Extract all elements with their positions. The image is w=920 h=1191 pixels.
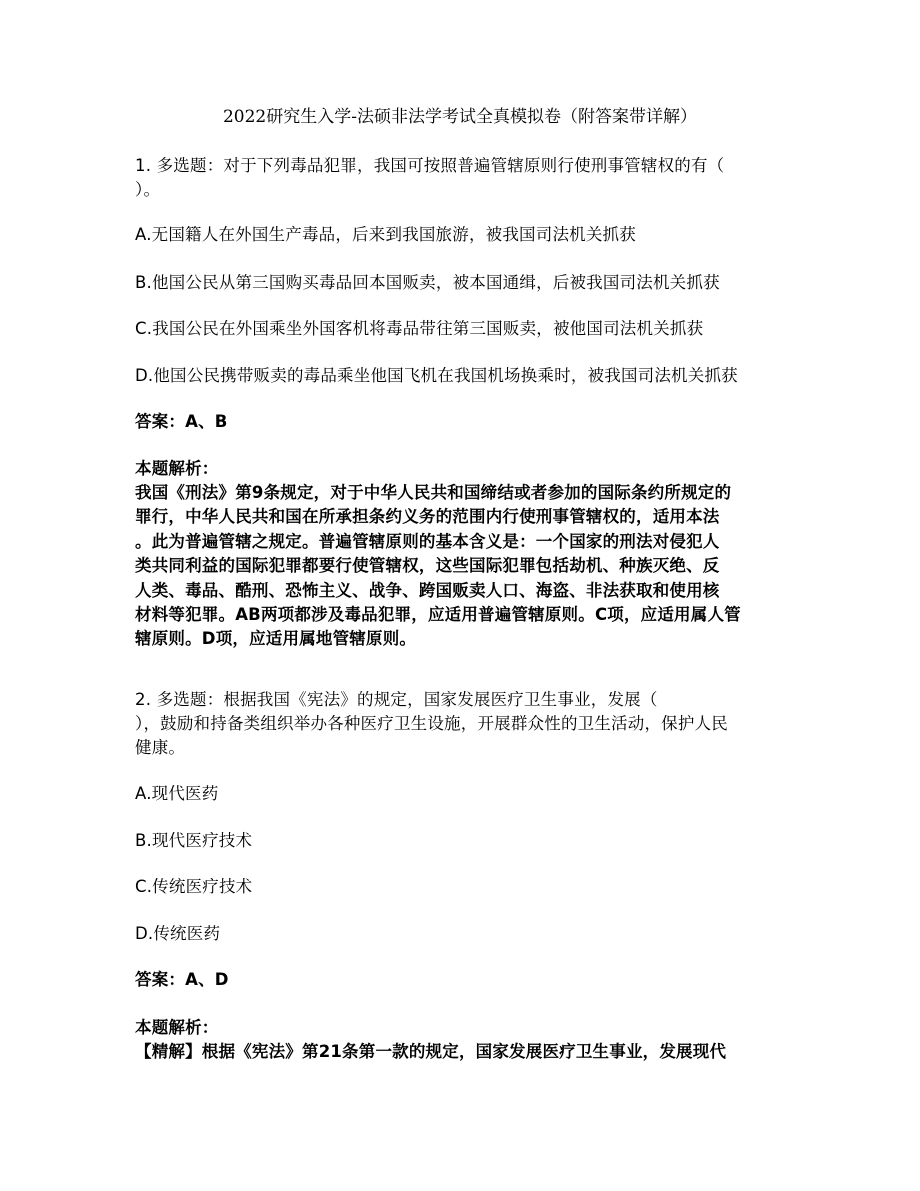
question-2-stem-line-3: 健康。 — [135, 738, 186, 757]
question-2-stem-line-2: ），鼓励和持备类组织举办各种医疗卫生设施，开展群众性的卫生活动，保护人民 — [135, 714, 728, 733]
question-1-option-b: B.他国公民从第三国购买毒品回本国贩卖，被本国通缉，后被我国司法机关抓获 — [135, 273, 720, 292]
question-2-stem-line-1: 2. 多选题：根据我国《宪法》的规定，国家发展医疗卫生事业，发展（ — [135, 690, 658, 709]
question-1-explanation-heading: 本题解析： — [135, 459, 219, 478]
explanation-line: 我国《刑法》第9条规定，对于中华人民共和国缔结或者参加的国际条约所规定的 — [135, 483, 732, 502]
question-1-option-d: D.他国公民携带贩卖的毒品乘坐他国飞机在我国机场换乘时，被我国司法机关抓获 — [135, 366, 738, 385]
question-1-option-a: A.无国籍人在外国生产毒品，后来到我国旅游，被我国司法机关抓获 — [135, 225, 636, 244]
question-2-option-a: A.现代医药 — [135, 784, 219, 803]
question-1-answer: 答案：A、B — [135, 412, 228, 431]
explanation-line: 【精解】根据《宪法》第21条第一款的规定，国家发展医疗卫生事业，发展现代 — [135, 1042, 727, 1061]
explanation-line: 人类、毒品、酷刑、恐怖主义、战争、跨国贩卖人口、海盗、非法获取和使用核 — [135, 580, 720, 600]
explanation-line: 。此为普遍管辖之规定。普遍管辖原则的基本含义是：一个国家的刑法对侵犯人 — [135, 531, 720, 551]
question-2-answer: 答案：A、D — [135, 970, 229, 989]
question-1-explanation — [135, 481, 790, 652]
question-1-stem-line-1: 1. 多选题：对于下列毒品犯罪，我国可按照普遍管辖原则行使刑事管辖权的有（ — [135, 156, 725, 175]
question-1-stem-line-2: ）。 — [135, 180, 161, 199]
explanation-line: 类共同利益的国际犯罪都要行使管辖权，这些国际犯罪包括劫机、种族灭绝、反 — [135, 556, 720, 576]
question-1-option-c: C.我国公民在外国乘坐外国客机将毒品带往第三国贩卖，被他国司法机关抓获 — [135, 319, 704, 338]
question-2-explanation-heading: 本题解析： — [135, 1018, 219, 1037]
explanation-line: 材料等犯罪。AB两项都涉及毒品犯罪，应适用普遍管辖原则。C项，应适用属人管 — [135, 605, 741, 625]
explanation-line: 罪行，中华人民共和国在所承担条约义务的范围内行使刑事管辖权的，适用本法 — [135, 507, 720, 527]
question-2-option-d: D.传统医药 — [135, 924, 221, 943]
explanation-line: 辖原则。D项，应适用属地管辖原则。 — [135, 629, 417, 649]
document-title: 2022研究生入学-法硕非法学考试全真模拟卷（附答案带详解） — [222, 107, 697, 127]
question-2-option-b: B.现代医疗技术 — [135, 831, 253, 850]
question-2-explanation — [135, 1040, 790, 1064]
question-2-option-c: C.传统医疗技术 — [135, 877, 253, 896]
